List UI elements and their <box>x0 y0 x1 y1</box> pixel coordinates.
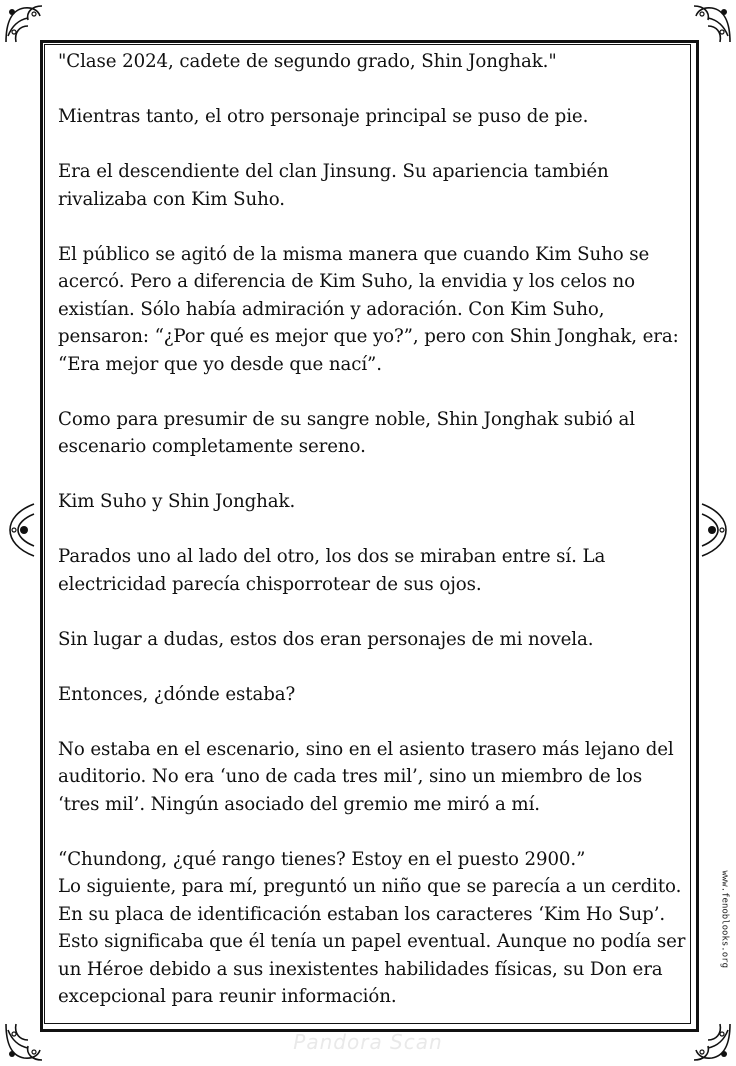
paragraph-12: Lo siguiente, para mí, preguntó un niño que se parecía a un cerdito. En su placa de identificación estaban los caracteres ‘Kim Ho Sup’. Esto significaba que él tenía un papel eventual. Aunque no podía ser un Héroe debido a sus inexistentes habilidades físicas, su Don era excepcional para reunir información. <box>58 876 686 1007</box>
paragraph-5: Como para presumir de su sangre noble, Shin Jonghak subió al escenario completamente sereno. <box>58 408 635 457</box>
watermark-text: Pandora Scan <box>293 1030 443 1054</box>
paragraph-4: El público se agitó de la misma manera que cuando Kim Suho se acercó. Pero a diferencia de Kim Suho, la envidia y los celos no existían. Sólo había admiración y adoración. Con Kim Suho, pensaron: “¿Por qué es mejor que yo?”, pero con Shin Jonghak, era: “Era mejor que yo desde que nací”. <box>58 243 679 375</box>
ornament-corner-top-left-icon <box>2 2 46 46</box>
page-text <box>58 48 688 1011</box>
paragraph-6: Kim Suho y Shin Jonghak. <box>58 491 296 512</box>
paragraph-1: "Clase 2024, cadete de segundo grado, Shin Jonghak." <box>58 51 557 72</box>
paragraph-2: Mientras tanto, el otro personaje principal se puso de pie. <box>58 106 589 127</box>
ornament-side-right-icon <box>696 500 732 560</box>
paragraph-7: Parados uno al lado del otro, los dos se miraban entre sí. La electricidad parecía chisporrotear de sus ojos. <box>58 546 606 595</box>
paragraph-3: Era el descendiente del clan Jinsung. Su apariencia también rivalizaba con Kim Suho. <box>58 161 609 210</box>
ornament-side-left-icon <box>4 500 40 560</box>
paragraph-11: “Chundong, ¿qué rango tienes? Estoy en el puesto 2900.” <box>58 848 586 870</box>
side-url-text: www.fenoblooks.org <box>720 870 730 968</box>
paragraph-9: Entonces, ¿dónde estaba? <box>58 683 296 705</box>
ornament-corner-top-right-icon <box>690 2 734 46</box>
paragraph-10: No estaba en el escenario, sino en el asiento trasero más lejano del auditorio. No era ‘uno de cada tres mil’, sino un miembro de los ‘tres mil’. Ningún asociado del gremio me miró a mí. <box>58 738 674 815</box>
paragraph-8: Sin lugar a dudas, estos dos eran personajes de mi novela. <box>58 628 594 650</box>
